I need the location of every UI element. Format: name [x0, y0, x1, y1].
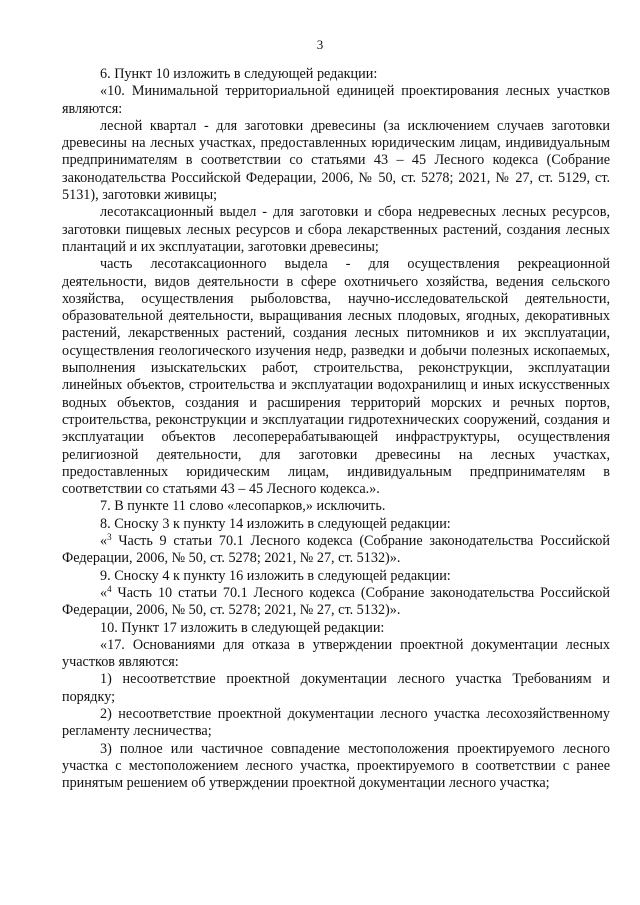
quote-mark: «: [100, 584, 108, 601]
page-number: 3: [316, 37, 324, 52]
paragraph: [62, 741, 610, 793]
paragraph-text: Часть 9 статьи 70.1 Лесного кодекса (Собрание законодательства Российской Федерации, 2006, № 50, ст. 5278; 2021, № 27, ст. 5132)».: [62, 533, 610, 567]
paragraph-text: часть лесотаксационного выдела - для осуществления рекреационной деятельности, видов деятельности в сфере охотничьего хозяйства, ведения сельского хозяйства, осуществления рыболовства, научно-исследовательской деятельности, образовательной деятельности, выращивания лесных плодовых, ягодных, декоративных растений, лекарственных растений, создания лесных питомников и их эксплуатации, осуществления геологического изучения недр, разведки и добычи полезных ископаемых, выполнения изыскательских работ, строительства, реконструкции, эксплуатации линейных объектов, строительства и эксплуатации водохранилищ и иных искусственных водных объектов, создания и расширения территорий морских и речных портов, строительства, реконструкции и эксплуатации гидротехнических сооружений, создания и эксплуатации объектов лесоперерабатывающей инфраструктуры, осуществления религиозной деятельности, для заготовки древесины на лесных участках, предоставленных юридическим лицам, индивидуальным предпринимателям в соответствии со статьями 43 – 45 Лесного кодекса.».: [62, 256, 610, 498]
paragraph-text: 10. Пункт 17 изложить в следующей редакции:: [100, 619, 385, 636]
paragraph: [62, 620, 610, 637]
paragraph: [62, 533, 610, 568]
paragraph: [62, 671, 610, 706]
paragraph: [62, 498, 610, 515]
paragraph-text: «10. Минимальной территориальной единицей проектирования лесных участков являются:: [62, 83, 610, 117]
paragraph-text: 6. Пункт 10 изложить в следующей редакции:: [100, 66, 378, 82]
document-body: [62, 66, 610, 792]
paragraph-text: Часть 10 статьи 70.1 Лесного кодекса (Собрание законодательства Российской Федерации, 2006, № 50, ст. 5278; 2021, № 27, ст. 5132)».: [62, 584, 610, 619]
paragraph: [62, 204, 610, 256]
paragraph-text: 7. В пункте 11 слово «лесопарков,» исключить.: [100, 498, 386, 515]
paragraph: [62, 568, 610, 585]
quote-mark: «: [100, 533, 108, 550]
paragraph-text: 9. Сноску 4 к пункту 16 изложить в следующей редакции:: [100, 567, 451, 584]
paragraph-text: лесной квартал - для заготовки древесины (за исключением случаев заготовки древесины на лесных участках, предоставленных юридическим лицам, индивидуальным предпринимателям в соответствии со статьями 43 – 45 Лесного кодекса (Собрание законодательства Российской Федерации, 2006, № 50, ст. 5278; 2021, № 27, ст. 5129, ст. 5131), заготовки живицы;: [62, 117, 610, 204]
paragraph: [62, 118, 610, 204]
paragraph-text: 8. Сноску 3 к пункту 14 изложить в следующей редакции:: [100, 515, 451, 532]
paragraph: [62, 585, 610, 620]
footnote-number: 3: [107, 532, 112, 543]
paragraph-text: «17. Основаниями для отказа в утверждении проектной документации лесных участков являются:: [62, 636, 610, 671]
paragraph: [62, 516, 610, 533]
paragraph: [62, 706, 610, 741]
paragraph-text: лесотаксационный выдел - для заготовки и сбора недревесных лесных ресурсов, заготовки пищевых лесных ресурсов и сбора лекарственных растений, создания лесных плантаций и их эксплуатации, заготовки древесины;: [62, 204, 610, 255]
paragraph-text: 1) несоответствие проектной документации лесного участка Требованиям и порядку;: [62, 671, 610, 705]
paragraph-text: 2) несоответствие проектной документации лесного участка лесохозяйственному регламенту лесничества;: [62, 705, 610, 740]
paragraph: [62, 256, 610, 498]
paragraph-text: 3) полное или частичное совпадение местоположения проектируемого лесного участка с местоположением лесного участка, проектируемого в соответствии с ранее принятым решением об утверждении проектной документации лесного участка;: [62, 740, 610, 792]
paragraph: [62, 637, 610, 672]
paragraph: [62, 66, 610, 83]
footnote-number: 4: [107, 583, 112, 594]
paragraph: [62, 83, 610, 118]
